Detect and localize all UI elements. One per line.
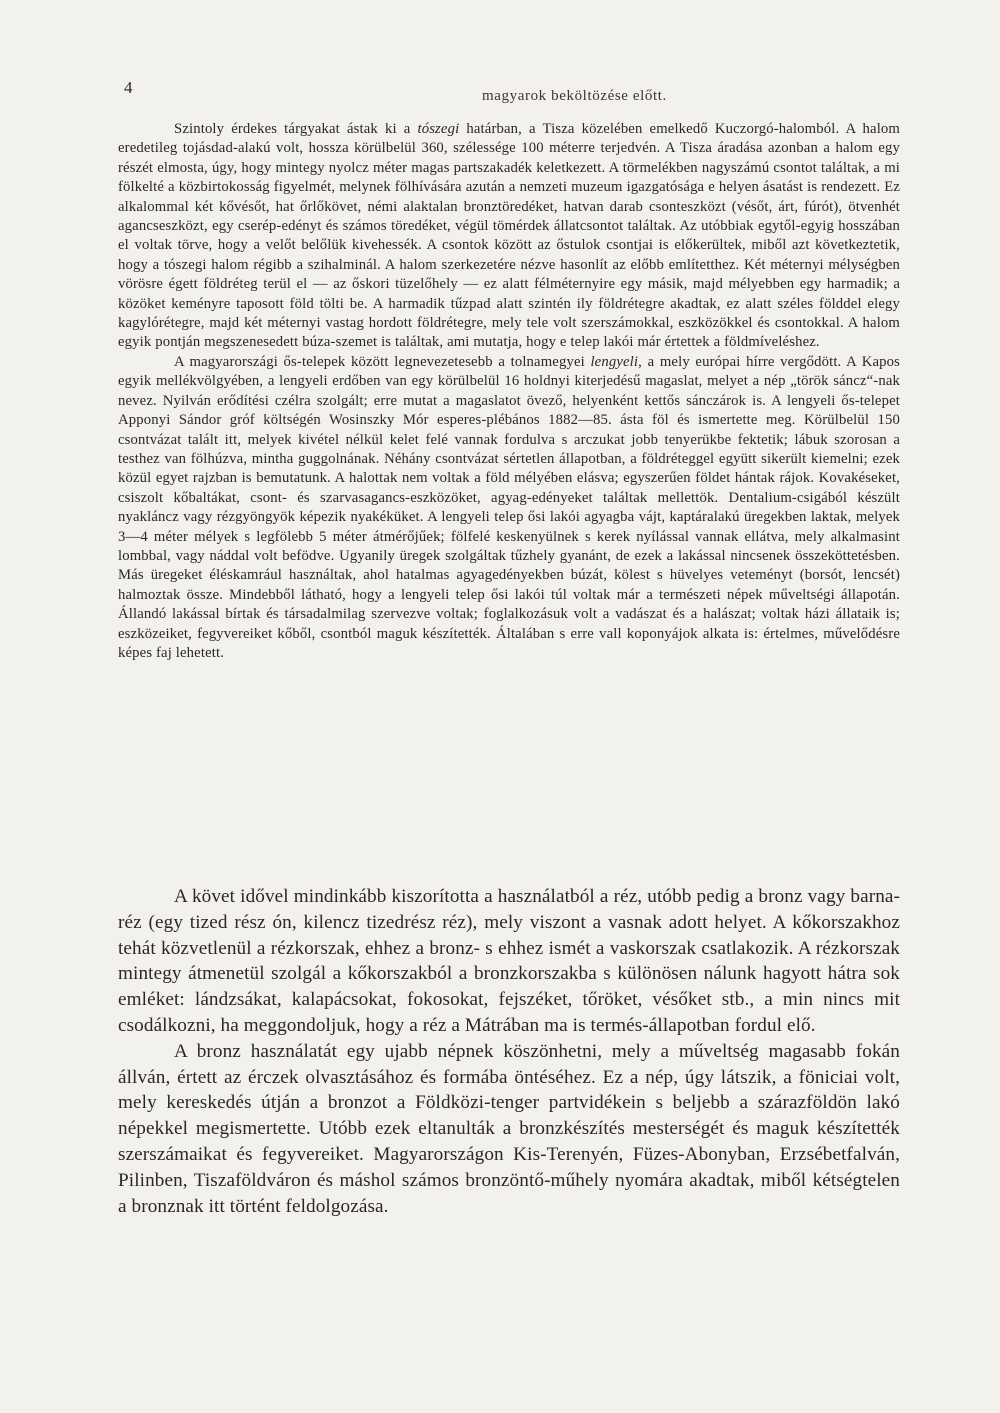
paragraph-copper-age: A követ idővel mindinkább kiszorította a használatból a réz, utóbb pedig a bronz vagy barna-réz (egy tized rész ón, kilencz tizedrész réz), mely viszont a vasnak adott helyet. A kőkorszakhoz tehát közvetlenül a rézkorszak, ehhez a bronz- s ehhez ismét a vaskorszak csatlakozik. A rézkorszak mintegy átmenetül szolgál a kőkorszakból a bronzkorszakba s különösen nálunk hagyott hátra sok emléket: lándzsákat, kalapácsokat, fokosokat, fejszéket, tőröket, vésőket stb., a min nincs mit csodálkozni, ha meggondoljuk, hogy a réz a Mátrában ma is termés-állapotban fordul elő.: [118, 886, 900, 1036]
running-title: magyarok beköltözése előtt.: [482, 88, 667, 104]
paragraph-bronze-age: A bronz használatát egy ujabb népnek köszönhetni, mely a műveltség magasabb fokán állván, értett az érczek olvasztásához és formába öntéséhez. Ez a nép, úgy látszik, a föniciai volt, mely kereskedés útján a bronzot a Földközi-tenger partvidékein s beljebb a szárazföldön lakó népekkel megismertette. Utóbb ezek eltanulták a bronzkészítés mesterségét és maguk készítették szerszámaikat és fegyvereiket. Magyarországon Kis-Terenyén, Füzes-Abonyban, Erzsébetfalván, Pilinben, Tiszaföldváron és máshol számos bronzöntő-műhely nyomára akadtak, miből kétségtelen a bronznak itt történt feldolgozása.: [118, 1040, 900, 1217]
page-number: 4: [124, 78, 133, 97]
italic-place-name: tószegi: [417, 121, 460, 137]
paragraph-lengyel: A magyarországi ős-telepek között legnevezetesebb a tolnamegyei lengyeli, a mely európai hírre vergődött. A Kapos egyik mellékvölgyében, a lengyeli erdőben van egy körülbelül 16 holdnyi kiterjedésű magaslat, melyet a nép „török sáncz“-nak nevez. Nyilván erődítési czélra szolgált; erre mutat a magaslatot övező, helyenként kettős sánczárok is. A lengyeli ős-telepet Apponyi Sándor gróf költségén Wosinszky Mór esperes-plébános 1882—85. ásta föl és ismertette meg. Körülbelül 150 csontvázat talált itt, melyek kivétel nélkül kelet felé vannak fordulva s arczukat jobb tenyerükbe fektetik; lábuk szorosan a testhez van fölhúzva, mintha guggolnának. Néhány csontvázat sértetlen állapotban, a földréteggel együtt sikerült kiemelni; ezek közül egyet rajzban is bemutatunk. A halottak nem voltak a föld mélyében elásva; egyszerűen földet hántak rájok. Kovakéseket, csiszolt kőbaltákat, csont- és szarvasagancs-eszközöket, agyag-edényeket találtak mellettök. Dentalium-csigából készült nyakláncz vagy rézgyöngyök képezik nyakéküket. A lengyeli telep ősi lakói agyagba vájt, kaptáralakú üregekben laktak, melyek 3—4 méter mélyek s legfölebb 5 méter átmérőjűek; fölfelé keskenyülnek s kerek nyílással vannak ellátva, mely alkalmasint lombbal, vagy náddal volt befödve. Ugyanily üregek szolgáltak tűzhely gyanánt, de ezek a lakással nincsenek összeköttetésben. Más üregeket éléskamrául használtak, ahol hatalmas agyagedényekben búzát, kölest s hüvelyes veteményt (borsót, lencsét) halmoztak össze. Mindebből látható, hogy a lengyeli telep ősi lakói túl voltak már a természeti népek műveltségi állapotán. Állandó lakással bírtak és társadalmilag szervezve voltak; foglalkozásuk volt a vadászat és a halászat; voltak házi állataik is; eszközeiket, fegyvereiket kőből, csontból maguk készítették. Általában s erre vall koponyájok alkata is: értelmes, művelődésre képes faj lehetett.: [118, 353, 901, 661]
paragraph-toszeg: Szintoly érdekes tárgyakat ástak ki a tószegi határban, a Tisza közelében emelkedő Kuczorgó-halomból. A halom eredetileg tojásdad-alakú volt, hossza körülbelül 360, szélessége 100 méterre terjedvén. A Tisza áradása azonban a halom egy részét elmosta, úgy, hogy mintegy nyolcz méter magas partszakadék keletkezett. A törmelékben nagyszámú csontot találtak, a mi fölkelté a közbirtokosság figyelmét, melynek fölhívására azután a nemzeti muzeum igazgatósága e helyen ásatást is rendezett. Ez alkalommal két kővésőt, hat őrlőkövet, némi alaktalan bronztöredéket, hatvan darab csonteszközt (vésőt, árt, fúrót), ötvenhét agancseszközt, egy cserép-edényt és számos töredéket, végül tömérdek állatcsontot találtak. Az utóbbiak egytől-egyig hosszában el voltak törve, hogy a velőt belőlük kivehessék. A csontok között az őstulok csontjai is előkerültek, miből azt következtetik, hogy a tószegi halom régibb a szihalminál. A halom szerkezetére nézve hasonlít az előbb említetthez. Két méternyi mélységben vörösre égett földréteg terül el — az őskori tüzelőhely — ez alatt félméternyire egy másik, majd mélyebben egy harmadik; a közöket keményre taposott föld tölti be. A harmadik tűzpad alatt szintén ily földrétegre akadtak, ez alatt széles földdel elegy kagylórétegre, majd két méternyi vastag hordott földrétegre, mely tele volt szerszámokkal, eszközökkel és csontokkal. A halom egyik pontján megszenesedett búza-szemet is találtak, ami mutatja, hogy e telep lakói már értettek a földmíveléshez.: [118, 121, 900, 351]
italic-place-name: lengyeli: [590, 353, 639, 370]
page-header: [120, 78, 900, 102]
small-print-section: [118, 120, 900, 663]
main-text-section: [118, 884, 900, 1219]
